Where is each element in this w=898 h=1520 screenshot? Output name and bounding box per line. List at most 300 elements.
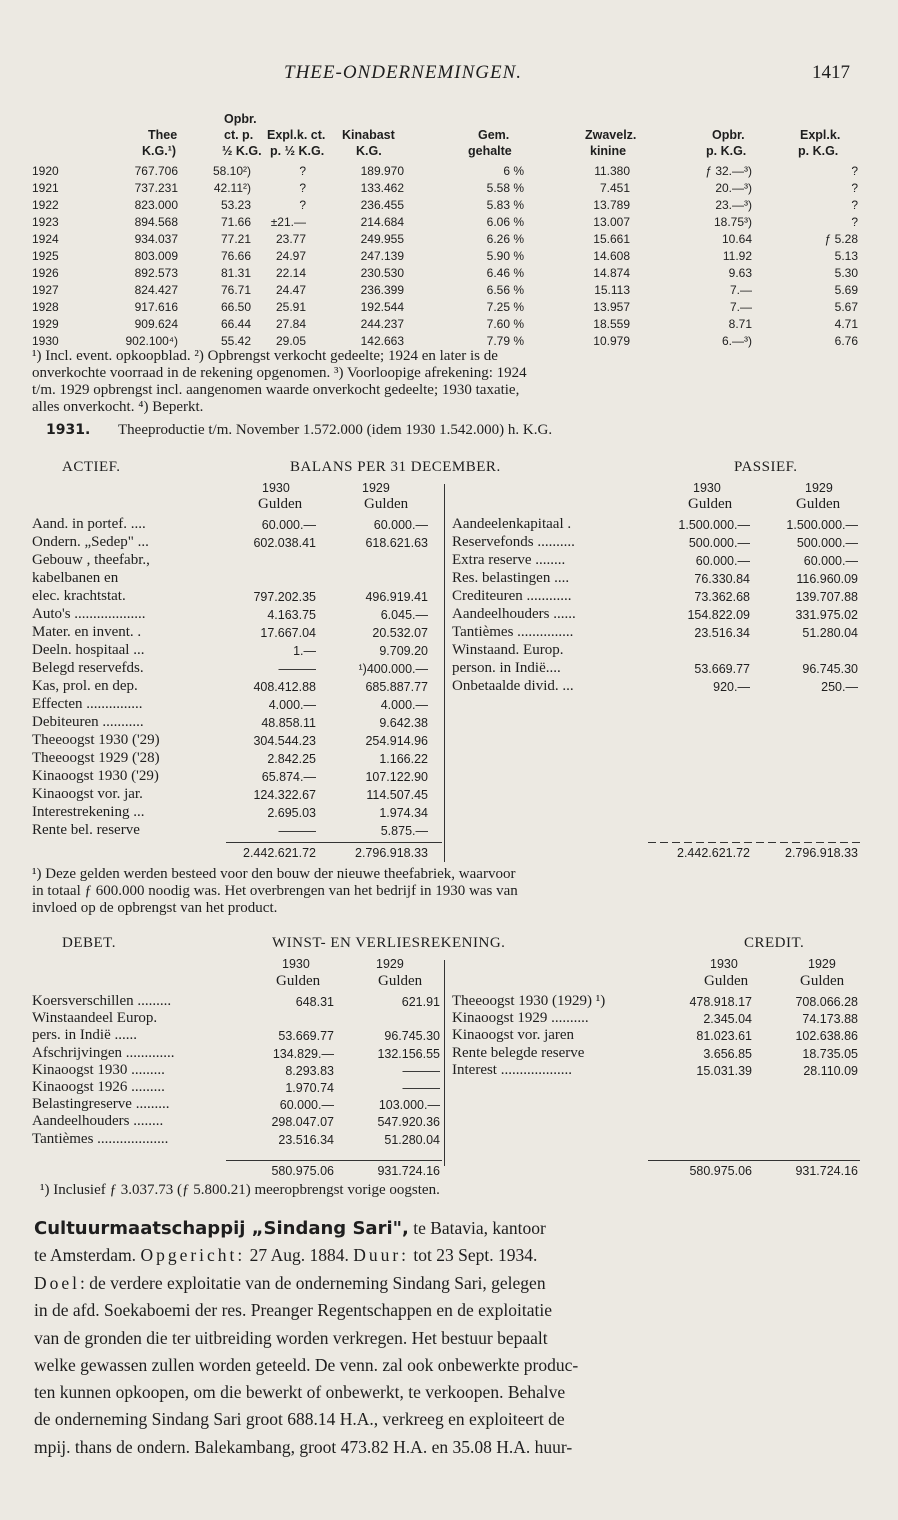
table-cell: 71.66 (220, 215, 251, 229)
debit-value-1930: 298.047.07 (271, 1115, 334, 1130)
table-cell: 5.67 (834, 300, 858, 314)
table-cell: 909.624 (134, 317, 178, 331)
debit-value-1929: ——— (402, 1081, 440, 1095)
table-cell: 6.26 % (486, 232, 524, 246)
table-cell: 917.616 (134, 300, 178, 314)
liab-total-1929: 2.796.918.33 (785, 846, 858, 860)
asset-value-1930: 17.667.04 (260, 626, 316, 640)
unit-label: Gulden (688, 496, 733, 512)
credit-total-1929: 931.724.16 (795, 1164, 858, 1178)
table-cell: ±21.— (270, 215, 306, 229)
unit-label: Gulden (796, 496, 841, 512)
unit-label: Gulden (276, 973, 321, 989)
credit-label: Kinaoogst vor. jaren (452, 1027, 575, 1044)
debit-value-1930: 134.829.— (272, 1046, 334, 1061)
note-line: alles onverkocht. ⁴) Beperkt. (32, 399, 204, 415)
column-divider (444, 484, 445, 862)
asset-label: Debiteuren ........... (32, 714, 144, 730)
table-cell: 7.79 % (486, 334, 524, 348)
debit-value-1930: 60.000.— (279, 1098, 334, 1113)
asset-value-1930: 408.412.88 (253, 680, 316, 694)
table-cell: 20.—³) (715, 181, 752, 195)
table-cell: 4.71 (834, 317, 858, 331)
company-line (34, 1273, 546, 1294)
liability-label: Aandeelenkapitaal . (452, 516, 572, 532)
table-cell: 13.007 (593, 215, 630, 229)
table-cell: 18.559 (593, 317, 630, 331)
liability-label: Res. belastingen .... (452, 570, 570, 586)
debit-total-1930: 580.975.06 (271, 1164, 334, 1178)
year-label: 1930 (282, 957, 310, 971)
table-cell: 76.66 (220, 249, 251, 263)
table-cell: ? (851, 198, 858, 212)
table-cell: 27.84 (275, 317, 306, 331)
table-cell: 13.957 (593, 300, 630, 314)
table-cell: 8.71 (728, 317, 752, 331)
note-line: ¹) Incl. event. opkoopblad. ²) Opbrengst verkocht gedeelte; 1924 en later is de (32, 348, 498, 364)
table-cell: 15.661 (593, 232, 630, 246)
company-line (34, 1245, 537, 1266)
table-cell: 142.663 (360, 334, 404, 348)
asset-value-1930: 60.000.— (261, 518, 316, 532)
balance-left-header: ACTIEF. (62, 459, 121, 475)
table-cell: 934.037 (134, 232, 178, 246)
col-header: K.G. (356, 144, 382, 158)
col-header: ½ K.G. (222, 144, 262, 158)
column-divider (444, 960, 445, 1166)
asset-value-1929: 20.532.07 (372, 626, 428, 640)
asset-value-1930: 2.695.03 (267, 806, 316, 820)
liability-value-1930: 920.— (713, 680, 750, 694)
year-label: 1930 (710, 957, 738, 971)
asset-label: elec. krachtstat. (32, 588, 126, 604)
company-line: in de afd. Soekaboemi der res. Preanger Regentschappen en de exploitatie (34, 1300, 553, 1320)
debit-label: Tantièmes ................... (32, 1130, 169, 1147)
liability-value-1930: 154.822.09 (687, 608, 750, 622)
total-rule (226, 1160, 442, 1161)
note-line: invloed op de opbrengst van het product. (32, 900, 278, 916)
table-cell: 133.462 (360, 181, 404, 195)
table-cell: 23.—³) (715, 198, 752, 212)
credit-value-1929: 18.735.05 (802, 1046, 858, 1061)
debit-value-1929: 103.000.— (378, 1098, 440, 1113)
table-cell: 6.76 (834, 334, 858, 348)
table-cell: 24.47 (275, 283, 306, 297)
liability-value-1929: 116.960.09 (796, 572, 858, 586)
debit-label: Winstaandeel Europ. (32, 1010, 158, 1027)
production-1931-text: Theeproductie t/m. November 1.572.000 (idem 1930 1.542.000) h. K.G. (118, 422, 553, 438)
table-cell: 15.113 (594, 283, 630, 297)
liability-label: Reservefonds .......... (452, 534, 575, 550)
liability-label: Crediteuren ............ (452, 588, 572, 604)
asset-value-1929: 4.000.— (380, 698, 428, 712)
table-cell: 5.13 (834, 249, 858, 263)
note-line: in totaal ƒ 600.000 noodig was. Het overbrengen van het bedrijf in 1930 was van (32, 883, 518, 899)
credit-value-1930: 81.023.61 (696, 1029, 752, 1044)
asset-label: Belegd reservefds. (32, 660, 144, 676)
table-cell-year: 1921 (32, 181, 59, 195)
unit-label: Gulden (704, 973, 749, 989)
company-line-text: te Batavia, kantoor (408, 1218, 546, 1238)
table-cell: 11.380 (594, 164, 630, 178)
table-cell: 737.231 (134, 181, 178, 195)
table-cell: 58.10²) (212, 164, 251, 178)
asset-value-1929: 1.974.34 (379, 806, 428, 820)
table-cell: 25.91 (275, 300, 306, 314)
liability-value-1930: 53.669.77 (694, 662, 750, 676)
debit-value-1930: 648.31 (295, 995, 334, 1009)
asset-value-1930: 797.202.35 (253, 590, 316, 604)
credit-label: Interest ................... (452, 1061, 572, 1078)
asset-value-1930: 65.874.— (261, 770, 316, 784)
debit-value-1930: 1.970.74 (285, 1081, 334, 1095)
table-cell: 5.58 % (486, 181, 524, 195)
col-header: ct. p. (224, 128, 254, 142)
liability-value-1929: 60.000.— (803, 554, 858, 568)
table-cell: ? (851, 164, 858, 178)
table-cell: 23.77 (275, 232, 306, 246)
debit-label: Kinaoogst 1926 ......... (32, 1079, 165, 1095)
balance-title: BALANS PER 31 DECEMBER. (290, 459, 501, 475)
table-cell-year: 1924 (32, 232, 59, 246)
table-cell: 76.71 (220, 283, 251, 297)
table-cell: ƒ 32.—³) (705, 164, 752, 178)
debit-label: Koersverschillen ......... (32, 993, 172, 1009)
year-label: 1930 (262, 481, 290, 495)
asset-label: Aand. in portef. .... (32, 516, 146, 532)
table-cell: 55.42 (220, 334, 251, 348)
debit-value-1930: 8.293.83 (285, 1063, 334, 1078)
table-cell: 902.100⁴) (125, 334, 178, 348)
table-cell: ƒ 5.28 (824, 232, 858, 246)
debit-label: Belastingreserve ......... (32, 1096, 170, 1113)
liability-value-1930: 73.362.68 (694, 590, 750, 604)
table-cell-year: 1925 (32, 249, 59, 263)
asset-value-1930: 48.858.11 (261, 716, 316, 730)
table-cell: 5.69 (834, 283, 858, 297)
debit-label: Kinaoogst 1930 ......... (32, 1061, 165, 1078)
asset-label: Kinaoogst vor. jar. (32, 786, 143, 802)
asset-label: Auto's ................... (32, 606, 146, 622)
table-cell: 10.979 (593, 334, 630, 348)
table-cell: 823.000 (134, 198, 178, 212)
table-cell: 767.706 (134, 164, 178, 178)
liability-value-1930: 1.500.000.— (678, 518, 750, 532)
table-cell: 249.955 (360, 232, 404, 246)
debit-label: pers. in Indië ...... (32, 1027, 137, 1044)
asset-label: Gebouw , theefabr., (32, 552, 150, 568)
asset-label: Deeln. hospitaal ... (32, 642, 145, 658)
credit-value-1930: 478.918.17 (689, 995, 752, 1009)
asset-value-1930: 4.000.— (268, 698, 316, 712)
table-cell: ? (851, 181, 858, 195)
table-cell: 11.92 (722, 249, 752, 263)
liability-value-1929: 96.745.30 (802, 662, 858, 676)
table-cell: 66.50 (220, 300, 251, 314)
liability-value-1929: 1.500.000.— (786, 518, 858, 532)
year-label: 1929 (376, 957, 404, 971)
note-line: ¹) Inclusief ƒ 3.037.73 (ƒ 5.800.21) meeropbrengst vorige oogsten. (40, 1182, 440, 1198)
table-cell: 214.684 (360, 215, 404, 229)
company-name: Cultuurmaatschappij „Sindang Sari", (34, 1218, 409, 1239)
asset-value-1929: 6.045.— (380, 608, 428, 622)
company-line (34, 1218, 546, 1239)
table-cell: 10.64 (721, 232, 752, 246)
table-cell-year: 1922 (32, 198, 59, 212)
pl-right-header: CREDIT. (744, 935, 805, 951)
col-header: p. K.G. (798, 144, 839, 158)
company-line: van de gronden die ter uitbreiding worden verkregen. Het bestuur bepaalt (34, 1328, 548, 1348)
table-cell: 5.90 % (486, 249, 524, 263)
asset-value-1930: 4.163.75 (267, 608, 316, 622)
asset-value-1929: 114.507.45 (366, 788, 428, 802)
company-line-text: te Amsterdam. (34, 1245, 141, 1265)
table-cell-year: 1927 (32, 283, 59, 297)
asset-value-1930: ——— (278, 824, 316, 838)
company-line: de onderneming Sindang Sari groot 688.14 H.A., verkreeg en exploiteert de (34, 1409, 565, 1429)
total-rule (648, 1160, 860, 1161)
table-cell: 7.— (729, 283, 752, 297)
liability-value-1929: 250.— (821, 680, 858, 694)
table-cell: ? (299, 198, 306, 212)
running-title: THEE-ONDERNEMINGEN. (284, 62, 523, 83)
table-cell: 803.009 (134, 249, 178, 263)
assets-total-1930: 2.442.621.72 (243, 846, 316, 860)
asset-value-1929: 9.642.38 (379, 716, 428, 730)
credit-value-1930: 3.656.85 (703, 1046, 752, 1061)
credit-total-1930: 580.975.06 (689, 1164, 752, 1178)
company-line: mpij. thans de ondern. Balekambang, groot 473.82 H.A. en 35.08 H.A. huur- (34, 1437, 573, 1457)
debit-value-1930: 53.669.77 (278, 1029, 334, 1044)
assets-total-1929: 2.796.918.33 (355, 846, 428, 860)
liability-label: Tantièmes ............... (452, 624, 574, 640)
table-cell: 66.44 (220, 317, 251, 331)
table-cell: 189.970 (360, 164, 404, 178)
total-rule (226, 842, 442, 843)
year-label: 1929 (362, 481, 390, 495)
table-cell: 6.56 % (486, 283, 524, 297)
table-cell: 824.427 (134, 283, 178, 297)
year-label: 1929 (808, 957, 836, 971)
credit-value-1929: 28.110.09 (803, 1063, 858, 1078)
debit-total-1929: 931.724.16 (377, 1164, 440, 1178)
liability-label: Extra reserve ........ (452, 552, 566, 568)
col-header: Zwavelz. (585, 128, 637, 142)
debit-value-1929: 547.920.36 (377, 1115, 440, 1130)
asset-value-1929: 60.000.— (373, 518, 428, 532)
liability-value-1930: 60.000.— (695, 554, 750, 568)
table-cell: 14.608 (593, 249, 630, 263)
table-cell: 5.30 (834, 266, 858, 280)
table-cell: ? (299, 181, 306, 195)
asset-label: Theeoogst 1929 ('28) (32, 750, 160, 766)
company-line-text: tot 23 Sept. 1934. (409, 1245, 538, 1265)
debit-value-1929: 96.745.30 (384, 1029, 440, 1044)
debit-value-1929: 621.91 (401, 995, 440, 1009)
total-rule (648, 842, 860, 843)
table-cell: 236.455 (360, 198, 404, 212)
col-header: p. ½ K.G. (270, 144, 325, 158)
table-cell: 7.60 % (486, 317, 524, 331)
credit-value-1930: 2.345.04 (703, 1012, 752, 1027)
unit-label: Gulden (258, 496, 303, 512)
table-cell: 53.23 (220, 198, 251, 212)
asset-value-1929: 618.621.63 (365, 536, 428, 550)
asset-value-1929: 107.122.90 (365, 770, 428, 784)
asset-value-1930: 304.544.23 (253, 734, 316, 748)
table-cell: 13.789 (593, 198, 630, 212)
company-line: ten kunnen opkoopen, om die bewerkt of onbewerkt, te verkoopen. Behalve (34, 1382, 566, 1402)
table-cell: 5.83 % (486, 198, 524, 212)
credit-label: Theeoogst 1930 (1929) ¹) (452, 993, 606, 1009)
debit-value-1930: 23.516.34 (278, 1132, 334, 1147)
col-header: p. K.G. (706, 144, 747, 158)
table-cell: 29.05 (275, 334, 306, 348)
table-cell: ? (299, 164, 306, 178)
credit-value-1930: 15.031.39 (696, 1063, 752, 1078)
liability-label: Onbetaalde divid. ... (452, 678, 574, 694)
table-cell: 9.63 (728, 266, 752, 280)
asset-value-1930: 2.842.25 (267, 752, 316, 766)
production-1931-year: 1931. (46, 422, 91, 438)
balance-right-header: PASSIEF. (734, 459, 798, 475)
asset-value-1930: ——— (278, 662, 316, 676)
asset-label: Kas, prol. en dep. (32, 678, 138, 694)
table-cell: 22.14 (275, 266, 306, 280)
asset-value-1929: ¹)400.000.— (358, 662, 428, 676)
asset-value-1930: 1.— (293, 644, 316, 658)
credit-label: Kinaoogst 1929 .......... (452, 1010, 589, 1027)
company-line-text: : de verdere exploitatie van de onderneming Sindang Sari, gelegen (80, 1273, 546, 1293)
liability-value-1929: 500.000.— (796, 536, 858, 550)
col-header: Opbr. (712, 128, 745, 142)
debit-value-1929: ——— (402, 1063, 440, 1078)
asset-label: Ondern. „Sedep" ... (32, 534, 149, 550)
table-cell: 14.874 (593, 266, 630, 280)
note-line: onverkochte voorraad in de rekening opgenomen. ³) Voorloopige afrekening: 1924 (32, 365, 527, 381)
note-line: t/m. 1929 opbrengst incl. aangenomen waarde onverkocht gedeelte; 1930 taxatie, (32, 382, 520, 398)
asset-label: kabelbanen en (32, 570, 119, 586)
company-line-text: 27 Aug. 1884. (245, 1245, 354, 1265)
table-cell: 81.31 (220, 266, 251, 280)
year-label: 1929 (805, 481, 833, 495)
table-cell: 236.399 (360, 283, 404, 297)
col-header: Opbr. (224, 112, 257, 126)
liability-label: Winstaand. Europ. (452, 642, 564, 658)
debit-label: Aandeelhouders ........ (32, 1113, 164, 1130)
unit-label: Gulden (800, 973, 845, 989)
col-header: Expl.k. ct. (267, 128, 326, 142)
table-cell-year: 1920 (32, 164, 59, 178)
table-cell-year: 1929 (32, 317, 59, 331)
col-header: gehalte (468, 144, 512, 158)
col-header: Kinabast (342, 128, 395, 142)
asset-label: Effecten ............... (32, 696, 143, 712)
label-doel: Doel (34, 1273, 81, 1293)
unit-label: Gulden (364, 496, 409, 512)
table-cell-year: 1926 (32, 266, 59, 280)
liability-value-1930: 76.330.84 (694, 572, 750, 586)
table-cell: 6.06 % (486, 215, 524, 229)
table-cell-year: 1923 (32, 215, 59, 229)
pl-title: WINST- EN VERLIESREKENING. (272, 935, 506, 951)
table-cell: 6.—³) (722, 334, 752, 348)
liab-total-1930: 2.442.621.72 (677, 846, 750, 860)
liability-label: Aandeelhouders ...... (452, 606, 576, 622)
asset-label: Kinaoogst 1930 ('29) (32, 768, 159, 784)
credit-value-1929: 74.173.88 (802, 1012, 858, 1027)
unit-label: Gulden (378, 973, 423, 989)
asset-value-1929: 9.709.20 (379, 644, 428, 658)
liability-value-1930: 500.000.— (688, 536, 750, 550)
year-label: 1930 (693, 481, 721, 495)
liability-value-1929: 139.707.88 (795, 590, 858, 604)
asset-label: Rente bel. reserve (32, 822, 140, 838)
table-cell: 894.568 (134, 215, 178, 229)
table-cell: 7.25 % (486, 300, 524, 314)
table-cell: 247.139 (360, 249, 404, 263)
col-header: K.G.¹) (142, 144, 177, 158)
asset-value-1929: 685.887.77 (365, 680, 428, 694)
liability-value-1930: 23.516.34 (694, 626, 750, 640)
asset-label: Mater. en invent. . (32, 624, 142, 640)
table-cell: 192.544 (360, 300, 404, 314)
liability-value-1929: 51.280.04 (802, 626, 858, 640)
table-cell-year: 1930 (32, 334, 59, 348)
note-line: ¹) Deze gelden werden besteed voor den bouw der nieuwe theefabriek, waarvoor (32, 866, 516, 882)
table-cell: 7.451 (599, 181, 630, 195)
table-cell: 6.46 % (486, 266, 524, 280)
table-cell: 230.530 (360, 266, 404, 280)
liability-label: person. in Indië.... (452, 660, 561, 676)
col-header: Thee (148, 128, 178, 142)
table-cell: 244.237 (360, 317, 404, 331)
page-number: 1417 (812, 62, 850, 83)
table-cell: 892.573 (134, 266, 178, 280)
table-cell: 6 % (503, 164, 524, 178)
asset-value-1929: 496.919.41 (365, 590, 428, 604)
asset-value-1930: 124.322.67 (253, 788, 316, 802)
table-cell-year: 1928 (32, 300, 59, 314)
company-line: welke gewassen zullen worden geteeld. De venn. zal ook onbewerkte produc- (34, 1355, 579, 1375)
table-cell: 77.21 (220, 232, 251, 246)
liability-value-1929: 331.975.02 (795, 608, 858, 622)
debit-value-1929: 51.280.04 (384, 1132, 440, 1147)
credit-label: Rente belegde reserve (452, 1044, 585, 1061)
asset-label: Interestrekening ... (32, 804, 145, 820)
credit-value-1929: 708.066.28 (795, 995, 858, 1009)
table-cell: 18.75³) (713, 215, 752, 229)
table-cell: 7.— (729, 300, 752, 314)
table-cell: 42.11²) (213, 181, 251, 195)
credit-value-1929: 102.638.86 (795, 1029, 858, 1044)
table-cell: ? (851, 215, 858, 229)
asset-label: Theeoogst 1930 ('29) (32, 732, 160, 748)
debit-value-1929: 132.156.55 (377, 1046, 440, 1061)
label-opgericht: Opgericht: (140, 1245, 246, 1265)
col-header: kinine (590, 144, 627, 158)
debit-label: Afschrijvingen ............. (32, 1044, 175, 1061)
col-header: Expl.k. (800, 128, 841, 142)
asset-value-1929: 5.875.— (380, 824, 428, 838)
col-header: Gem. (478, 128, 510, 142)
label-duur: Duur: (353, 1245, 410, 1265)
pl-left-header: DEBET. (62, 935, 116, 951)
asset-value-1929: 254.914.96 (365, 734, 428, 748)
table-cell: 24.97 (275, 249, 306, 263)
asset-value-1929: 1.166.22 (379, 752, 428, 766)
asset-value-1930: 602.038.41 (253, 536, 316, 550)
